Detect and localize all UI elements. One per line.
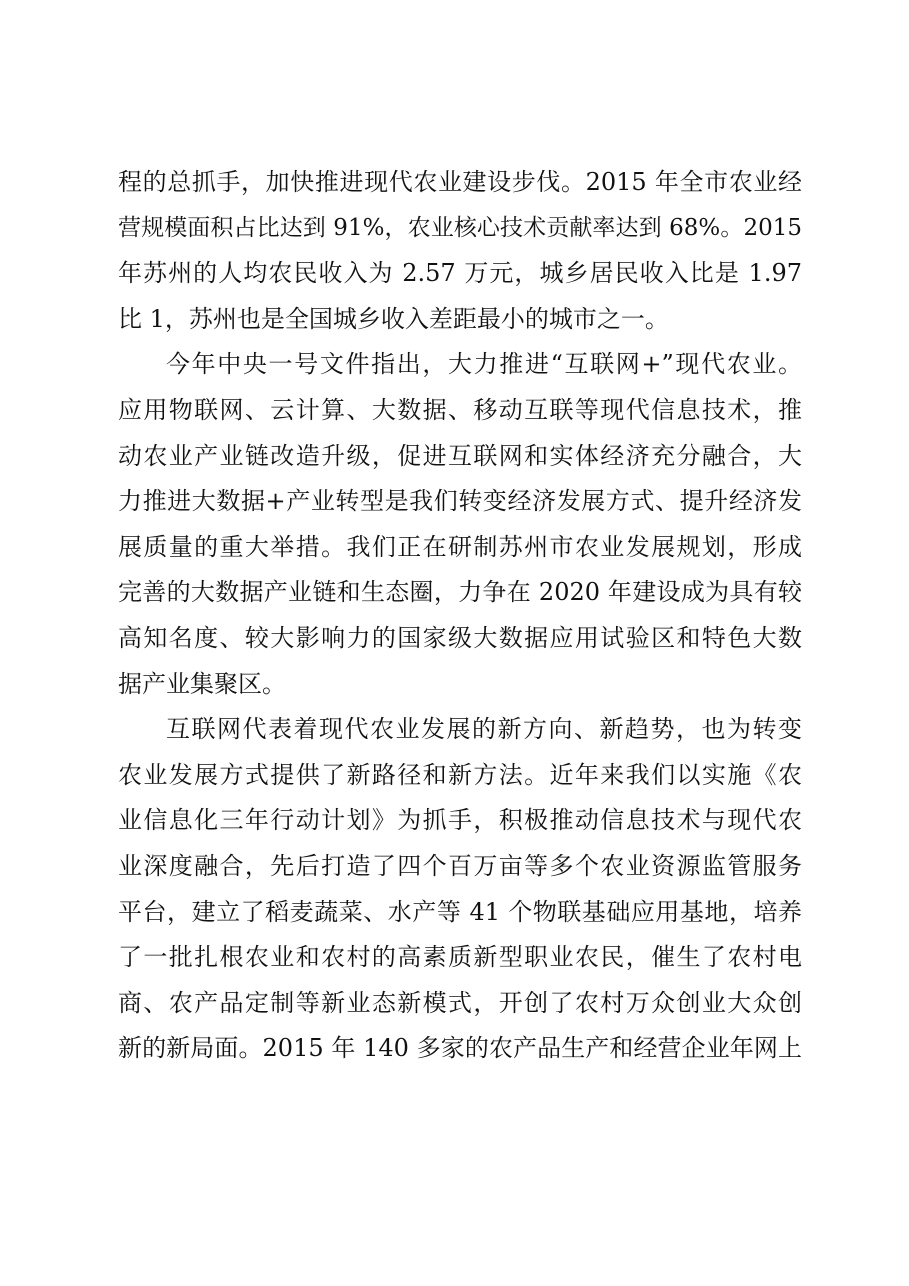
paragraph-3-line-5: 平台，建立了稻麦蔬菜、水产等 41 个物联基础应用基地，培养: [118, 897, 802, 926]
paragraph-3-line-4: 业深度融合，先后打造了四个百万亩等多个农业资源监管服务: [118, 851, 802, 880]
paragraph-2-line-7: 高知名度、较大影响力的国家级大数据应用试验区和特色大数: [118, 623, 802, 652]
paragraph-3-line-3: 业信息化三年行动计划》为抓手，积极推动信息技术与现代农: [118, 806, 802, 835]
paragraph-2-line-4: 力推进大数据+产业转型是我们转变经济发展方式、提升经济发: [118, 487, 802, 516]
paragraph-3-line-1: 互联网代表着现代农业发展的新方向、新趋势，也为转变: [166, 715, 802, 744]
paragraph-2-line-3: 动农业产业链改造升级，促进互联网和实体经济充分融合，大: [118, 441, 802, 470]
paragraph-1-line-2: 营规模面积占比达到 91%，农业核心技术贡献率达到 68%。2015: [118, 214, 802, 241]
paragraph-1-line-1: 程的总抓手，加快推进现代农业建设步伐。2015 年全市农业经: [118, 168, 802, 196]
paragraph-2-line-6: 完善的大数据产业链和生态圈，力争在 2020 年建设成为具有较: [118, 578, 802, 607]
paragraph-1-line-4: 比 1，苏州也是全国城乡收入差距最小的城市之一。: [118, 304, 669, 333]
paragraph-3-line-7: 商、农产品定制等新业态新模式，开创了农村万众创业大众创: [118, 988, 802, 1017]
paragraph-3-line-2: 农业发展方式提供了新路径和新方法。近年来我们以实施《农: [118, 760, 802, 789]
paragraph-2-line-1: 今年中央一号文件指出，大力推进“互联网+”现代农业。: [166, 350, 802, 379]
paragraph-1-line-3: 年苏州的人均农民收入为 2.57 万元，城乡居民收入比是 1.97: [118, 259, 802, 288]
paragraph-2-line-2: 应用物联网、云计算、大数据、移动互联等现代信息技术，推: [118, 395, 802, 424]
paragraph-3-line-8: 新的新局面。2015 年 140 多家的农产品生产和经营企业年网上: [118, 1034, 802, 1063]
paragraph-2-line-5: 展质量的重大举措。我们正在研制苏州市农业发展规划，形成: [118, 532, 802, 561]
paragraph-3-line-6: 了一批扎根农业和农村的高素质新型职业农民，催生了农村电: [118, 943, 802, 972]
document-body: [118, 160, 802, 1072]
paragraph-2-line-8: 据产业集聚区。: [118, 669, 286, 698]
